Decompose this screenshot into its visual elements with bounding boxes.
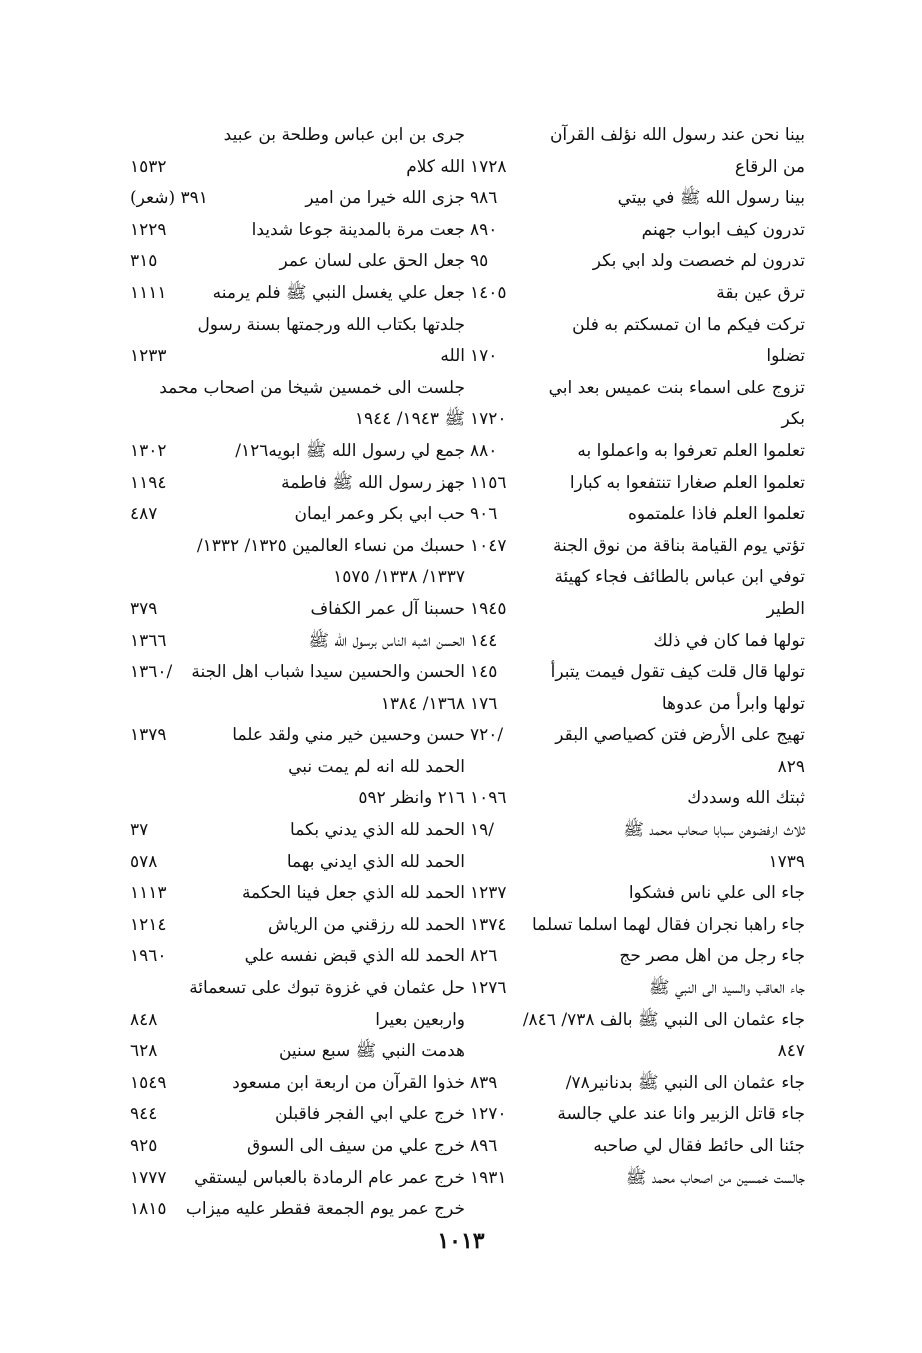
entry-page-ref: ١٣٠٢ — [130, 440, 167, 461]
index-entry — [130, 1068, 465, 1100]
entry-page-ref: ١٤٠٥ — [470, 282, 507, 303]
entry-page-ref: ١٢١٤ — [130, 914, 167, 935]
index-entry — [130, 1036, 465, 1068]
entry-page-ref: ١١١٣ — [130, 883, 167, 904]
entry-page-ref: ٨٤٨ — [130, 1009, 158, 1030]
index-entry — [470, 657, 805, 689]
entry-page-ref: ١٠٤٧ — [470, 535, 507, 556]
entry-text: الحمد لله انه لم يمت نبي — [288, 756, 465, 777]
entry-text: جعل الحق على لسان عمر — [279, 251, 465, 272]
index-entry — [130, 215, 465, 247]
entry-text: جزى الله خيرا من امير — [305, 188, 465, 209]
entry-text: بينا رسول الله ﷺ في بيتي — [617, 188, 805, 209]
entry-text: ١٣٦٨/ ١٣٨٤ — [380, 693, 465, 714]
index-entry — [470, 1005, 805, 1037]
entry-page-ref: ٧٢٠/ — [470, 725, 504, 746]
entry-text: الحمد لله الذي يدني بكما — [290, 820, 465, 841]
entry-page-ref: ٦٢٨ — [130, 1041, 158, 1062]
index-entry — [130, 594, 465, 626]
entry-text: تولها وابرأ من عدوها — [661, 693, 805, 714]
entry-page-ref: ٣٧ — [130, 820, 149, 841]
entry-text: جاء عثمان الى النبي ﷺ بدنانير٧٨/ — [565, 1072, 805, 1093]
entry-page-ref: ٩٢٥ — [130, 1136, 158, 1156]
index-entry — [470, 1068, 805, 1100]
entry-text: تضلوا — [766, 346, 805, 367]
entry-page-ref: ١٩/ — [470, 820, 494, 841]
entry-page-ref: ١٧٢٠ — [470, 409, 507, 430]
index-entry — [470, 278, 805, 310]
entry-text: تزوج على اسماء بنت عميس بعد ابي — [548, 377, 805, 398]
entry-page-ref: ١٢٣٧ — [470, 883, 507, 904]
entry-text: حسبنا آل عمر الكفاف — [310, 598, 465, 619]
index-entry — [130, 815, 465, 847]
index-entry — [130, 1194, 465, 1226]
entry-text: جلست الى خمسين شيخا من اصحاب محمد — [159, 377, 465, 398]
index-entry — [130, 120, 465, 152]
entry-page-ref: ١٢٧٦ — [470, 978, 507, 999]
index-entry — [130, 468, 465, 500]
entry-text: تؤتي يوم القيامة بناقة من نوق الجنة — [552, 535, 805, 556]
index-entry — [130, 847, 465, 879]
entry-text: الله — [440, 346, 465, 367]
index-entry — [130, 310, 465, 342]
entry-text: واربعين بعيرا — [375, 1009, 465, 1030]
entry-text: جرى بن ابن عباس وطلحة بن عبيد — [223, 125, 465, 145]
entry-text: جاء عثمان الى النبي ﷺ بالف ٧٣٨/ ٨٤٦/ — [522, 1009, 805, 1030]
entry-text: خرج علي من سيف الى السوق — [247, 1136, 465, 1156]
index-entry — [470, 468, 805, 500]
entry-text: بينا نحن عند رسول الله نؤلف القرآن — [549, 125, 805, 145]
index-entry — [130, 404, 465, 436]
entry-page-ref: ١١١١ — [130, 282, 167, 303]
entry-text: جاء رجل من اهل مصر حج — [619, 946, 805, 967]
index-entry — [470, 531, 805, 563]
index-entry — [470, 815, 805, 847]
index-entry — [130, 941, 465, 973]
entry-page-ref: ١٨١٥ — [130, 1199, 167, 1220]
entry-text: ثلاث ارفضوهن سبابا صحاب محمد ﷺ — [623, 820, 805, 841]
entry-page-ref: ٨٢٦ — [470, 946, 498, 967]
entry-text: ثبتك الله وسددك — [687, 788, 805, 809]
page-number: ١٠١٣ — [437, 1228, 485, 1254]
entry-text: الحمد لله الذي ايدني بهما — [286, 851, 465, 872]
index-entry — [470, 941, 805, 973]
index-entry — [470, 973, 805, 1005]
entry-page-ref: ١٧٦ — [470, 693, 498, 714]
index-entry — [470, 215, 805, 247]
entry-text: الله كلام — [406, 156, 465, 177]
entry-page-ref: ١٤٥ — [470, 662, 498, 683]
entry-text: ٨٤٧ — [777, 1041, 805, 1062]
entry-text: خرج علي ابي الفجر فاقبلن — [274, 1104, 465, 1125]
index-entry — [130, 1099, 465, 1131]
index-entry — [470, 310, 805, 342]
entry-page-ref: ٨٣٩ — [470, 1072, 498, 1093]
index-entry — [470, 562, 805, 594]
entry-text: من الرقاع — [734, 156, 805, 177]
entry-text: خرج عمر يوم الجمعة فقطر عليه ميزاب — [185, 1199, 465, 1220]
entry-text: الحمد لله الذي جعل فينا الحكمة — [241, 883, 465, 904]
index-entry — [470, 183, 805, 215]
entry-page-ref: ١٧٢٨ — [470, 156, 507, 177]
entry-text: ﷺ ١٩٤٣/ ١٩٤٤ — [354, 409, 465, 430]
entry-text: جعت مرة بالمدينة جوعا شديدا — [251, 219, 465, 240]
entry-text: خذوا القرآن من اربعة ابن مسعود — [232, 1072, 465, 1093]
entry-text: الحسن اشبه الناس برسول الله ﷺ — [308, 630, 465, 651]
index-entry — [470, 720, 805, 752]
entry-text: جهز رسول الله ﷺ فاطمة — [281, 472, 465, 493]
index-entry — [470, 1163, 805, 1195]
entry-page-ref: ١٩٦٠ — [130, 946, 167, 967]
index-entry — [130, 878, 465, 910]
entry-text: جعل علي يغسل النبي ﷺ فلم يرمنه — [212, 282, 465, 303]
entry-text: ٢١٦ وانظر ٥٩٢ — [358, 788, 465, 809]
index-entry — [470, 1099, 805, 1131]
index-entry — [470, 499, 805, 531]
index-entry — [470, 626, 805, 658]
entry-text: الحمد لله رزقني من الرياش — [267, 914, 465, 935]
index-entry — [130, 499, 465, 531]
entry-text: جاء راهبا نجران فقال لهما اسلما تسلما — [531, 914, 805, 935]
index-entry — [130, 436, 465, 468]
entry-page-ref: ٥٧٨ — [130, 851, 158, 872]
entry-page-ref: ١٥٤٩ — [130, 1072, 167, 1093]
entry-page-ref: ٤٨٧ — [130, 504, 158, 525]
entry-text: ٨٢٩ — [777, 756, 805, 777]
entry-page-ref: ٨٨٠ — [470, 440, 498, 461]
index-entry — [470, 594, 805, 626]
index-entry — [470, 404, 805, 436]
entry-text: الطير — [766, 598, 805, 619]
index-entry — [470, 878, 805, 910]
index-entry — [130, 1131, 465, 1163]
left-column — [130, 120, 465, 1226]
entry-text: جالست خمسين من اصحاب محمد ﷺ — [625, 1167, 805, 1188]
index-entry — [130, 720, 465, 752]
index-entry — [470, 752, 805, 784]
entry-text: تهيج على الأرض فتن كصياصي البقر — [555, 725, 805, 746]
index-entry — [130, 341, 465, 373]
index-entry — [130, 1005, 465, 1037]
entry-text: خرج عمر عام الرمادة بالعباس ليستقي — [194, 1167, 465, 1188]
index-entry — [130, 910, 465, 942]
index-entry — [130, 152, 465, 184]
index-entry — [130, 657, 465, 689]
entry-text: جلدتها بكتاب الله ورجمتها بسنة رسول — [197, 314, 465, 335]
entry-text: الحمد لله الذي قبض نفسه علي — [244, 946, 465, 967]
index-entry — [470, 847, 805, 879]
entry-text: جمع لي رسول الله ﷺ ابويه١٢٦/ — [235, 440, 465, 461]
index-entry — [130, 1163, 465, 1195]
index-entry — [470, 436, 805, 468]
entry-text: تدرون لم خصصت ولد ابي بكر — [592, 251, 805, 272]
entry-text: هدمت النبي ﷺ سبع سنين — [278, 1041, 465, 1062]
entry-text: ترق عين بقة — [716, 282, 805, 303]
right-column — [470, 120, 805, 1194]
index-entry — [470, 120, 805, 152]
entry-text: جئنا الى حائط فقال لي صاحبه — [593, 1136, 805, 1156]
entry-page-ref: ١٢٢٩ — [130, 219, 167, 240]
index-entry — [130, 278, 465, 310]
entry-text: الحسن والحسين سيدا شباب اهل الجنة — [191, 662, 465, 683]
entry-text: جاء العاقب والسيد الى النبي ﷺ — [649, 978, 805, 999]
entry-page-ref: ٨٩٠ — [470, 219, 498, 240]
entry-text: حب ابي بكر وعمر ايمان — [294, 504, 465, 525]
index-entry — [470, 1131, 805, 1163]
entry-page-ref: ٨٩٦ — [470, 1136, 498, 1156]
entry-page-ref: ١٩٤٥ — [470, 598, 507, 619]
entry-text: تعلموا العلم تعرفوا به واعملوا به — [577, 440, 805, 461]
index-entry — [470, 1036, 805, 1068]
index-entry — [470, 152, 805, 184]
index-entry — [470, 246, 805, 278]
entry-text: حل عثمان في غزوة تبوك على تسعمائة — [189, 978, 465, 999]
entry-page-ref: ٩٨٦ — [470, 188, 498, 209]
entry-page-ref: ١٣٦٠/ — [130, 662, 173, 683]
index-entry — [470, 373, 805, 405]
entry-text: توفي ابن عباس بالطائف فجاء كهيئة — [554, 567, 805, 588]
entry-page-ref: ١١٩٤ — [130, 472, 167, 493]
index-entry — [130, 626, 465, 658]
index-entry — [130, 689, 465, 721]
index-entry — [130, 373, 465, 405]
entry-text: ١٧٣٩ — [768, 851, 805, 872]
entry-page-ref: ١٩٣١ — [470, 1167, 507, 1188]
entry-text: تعلموا العلم فاذا علمتموه — [628, 504, 805, 525]
index-entry — [130, 531, 465, 563]
entry-page-ref: ١٠٩٦ — [470, 788, 507, 809]
entry-page-ref: ١٣٦٦ — [130, 630, 167, 651]
entry-page-ref: ١٧٧٧ — [130, 1167, 167, 1188]
entry-page-ref: ١٧٠ — [470, 346, 498, 367]
entry-text: حسبك من نساء العالمين ١٣٢٥/ ١٣٣٢/ — [196, 535, 465, 556]
entry-text: تعلموا العلم صغارا تنتفعوا به كبارا — [569, 472, 805, 493]
entry-page-ref: ٣١٥ — [130, 251, 158, 272]
entry-text: بكر — [781, 409, 805, 430]
index-entry — [470, 689, 805, 721]
entry-page-ref: ١٤٤ — [470, 630, 498, 651]
index-entry — [470, 341, 805, 373]
entry-text: جاء قاتل الزبير وانا عند علي جالسة — [557, 1104, 805, 1125]
entry-page-ref: ١٣٧٤ — [470, 914, 507, 935]
entry-text: ١٣٣٧/ ١٣٣٨/ ١٥٧٥ — [333, 567, 465, 588]
index-entry — [130, 246, 465, 278]
entry-text: تولها قال قلت كيف تقول فيمت يتبرأ — [550, 662, 805, 683]
entry-page-ref: ١٣٧٩ — [130, 725, 167, 746]
entry-page-ref: ٩٤٤ — [130, 1104, 158, 1125]
entry-page-ref: ١١٥٦ — [470, 472, 507, 493]
entry-text: تركت فيكم ما ان تمسكتم به فلن — [572, 314, 805, 335]
index-entry — [130, 562, 465, 594]
index-entry — [130, 752, 465, 784]
entry-text: تدرون كيف ابواب جهنم — [641, 219, 805, 240]
entry-text: جاء الى علي ناس فشكوا — [628, 883, 805, 904]
entry-text: تولها فما كان في ذلك — [653, 630, 805, 651]
index-entry — [130, 973, 465, 1005]
index-entry — [470, 783, 805, 815]
entry-page-ref: ٩٠٦ — [470, 504, 498, 525]
entry-page-ref: ١٥٣٢ — [130, 156, 167, 177]
index-entry — [130, 783, 465, 815]
entry-page-ref: ١٢٧٠ — [470, 1104, 507, 1125]
entry-page-ref: ٣٧٩ — [130, 598, 158, 619]
entry-page-ref: ٣٩١ (شعر) — [130, 188, 208, 209]
index-entry — [130, 183, 465, 215]
entry-page-ref: ٩٥ — [470, 251, 489, 272]
entry-page-ref: ١٢٣٣ — [130, 346, 167, 367]
index-entry — [470, 910, 805, 942]
entry-text: حسن وحسين خير مني ولقد علما — [232, 725, 465, 746]
